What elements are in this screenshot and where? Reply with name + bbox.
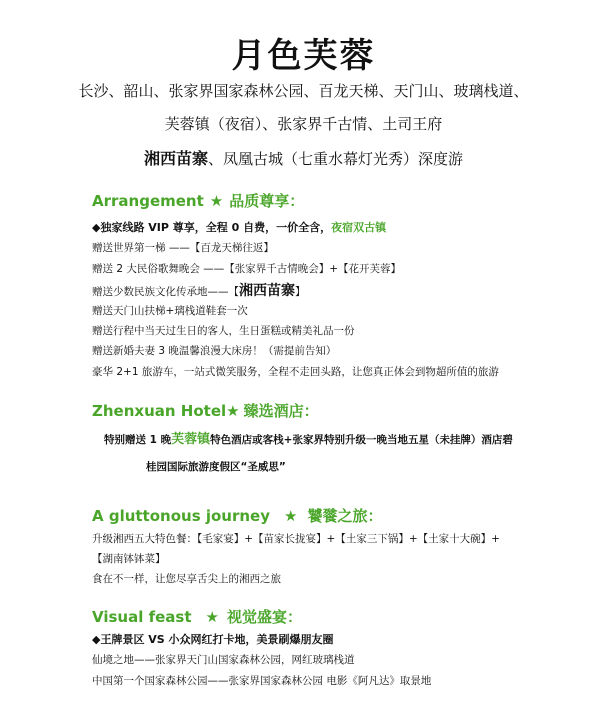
hotel-heading-en: Zhenxuan Hotel [92, 402, 227, 420]
subtitle-line-3 [0, 146, 607, 169]
arrangement-item-highlight: 湘西苗寨 [239, 283, 295, 299]
visual-item: 中国第一个国家森林公园——张家界国家森林公园 电影《阿凡达》取景地 [92, 675, 432, 687]
food-item: 食在不一样，让您尽享舌尖上的湘西之旅 [92, 573, 281, 585]
arrangement-lead-text: ◆独家线路 VIP 尊享，全程 0 自费，一价全含， [92, 221, 332, 234]
arrangement-heading-en: Arrangement [92, 192, 204, 210]
star-icon: ★ [209, 192, 224, 210]
arrangement-item: 赠送世界第一梯 ——【百龙天梯往返】 [92, 242, 274, 254]
arrangement-item: 赠送行程中当天过生日的客人，生日蛋糕或精美礼品一份 [92, 325, 355, 337]
arrangement-item: 赠送新婚夫妻 3 晚温馨浪漫大床房！（需提前告知） [92, 345, 337, 357]
hotel-line-1-post: 特色酒店或客栈+张家界特别升级一晚当地五星（未挂牌）酒店碧 [210, 434, 513, 446]
food-heading [92, 505, 382, 526]
food-heading-cn: 饕餮之旅： [307, 507, 383, 525]
hotel-line-1-pre: 特别赠送 1 晚 [104, 434, 172, 446]
hotel-heading [92, 400, 319, 421]
star-icon: ★ [226, 402, 240, 420]
page-title: 月色芙蓉 [231, 36, 376, 76]
star-icon: ★ [284, 507, 298, 525]
arrangement-lead-highlight: 夜宿双古镇 [331, 221, 387, 234]
arrangement-item: 赠送 2 大民俗歌舞晚会 ——【张家界千古情晚会】+【花开芙蓉】 [92, 263, 401, 275]
arrangement-item: 豪华 2+1 旅游车，一站式微笑服务，全程不走回头路，让您真正体会到物超所值的旅游 [92, 366, 499, 378]
arrangement-heading [92, 190, 304, 211]
star-icon: ★ [205, 608, 219, 626]
food-item: 升级湘西五大特色餐：【毛家宴】+【苗家长拢宴】+【土家三下锅】+【土家十大碗】+ [92, 533, 500, 545]
arrangement-item: 赠送天门山扶梯+璃栈道鞋套一次 [92, 305, 248, 317]
hotel-line-1 [104, 428, 513, 447]
hotel-heading-cn: 臻选酒店： [243, 402, 319, 420]
visual-lead: ◆王牌景区 VS 小众网红打卡地，美景刷爆朋友圈 [92, 633, 334, 646]
subtitle-line-3-text: 、凤凰古城（七重水幕灯光秀）深度游 [208, 150, 464, 168]
subtitle-highlight: 湘西苗寨 [143, 149, 208, 168]
food-item: 【湖南钵钵菜】 [92, 553, 166, 565]
visual-item: 仙境之地——张家界天门山国家森林公园，网红玻璃栈道 [92, 654, 355, 666]
hotel-line-1-highlight: 芙蓉镇 [171, 432, 211, 447]
visual-heading-cn: 视觉盛宴： [226, 608, 302, 626]
arrangement-heading-cn: 品质尊享： [229, 192, 305, 210]
arrangement-item-text: 赠送少数民族文化传承地——【 [92, 286, 239, 298]
arrangement-item [92, 280, 306, 300]
visual-heading-en: Visual feast [92, 608, 192, 626]
hotel-line-2: 桂园国际旅游度假区“圣威思” [146, 461, 286, 473]
subtitle-line-1: 长沙、韶山、张家界国家森林公园、百龙天梯、天门山、玻璃栈道、 [78, 82, 529, 100]
arrangement-lead [92, 219, 386, 235]
subtitle-line-2: 芙蓉镇（夜宿）、张家界千古情、土司王府 [164, 115, 443, 133]
visual-heading [92, 606, 302, 627]
arrangement-item-text: 】 [295, 286, 306, 298]
food-heading-en: A gluttonous journey [92, 507, 271, 525]
